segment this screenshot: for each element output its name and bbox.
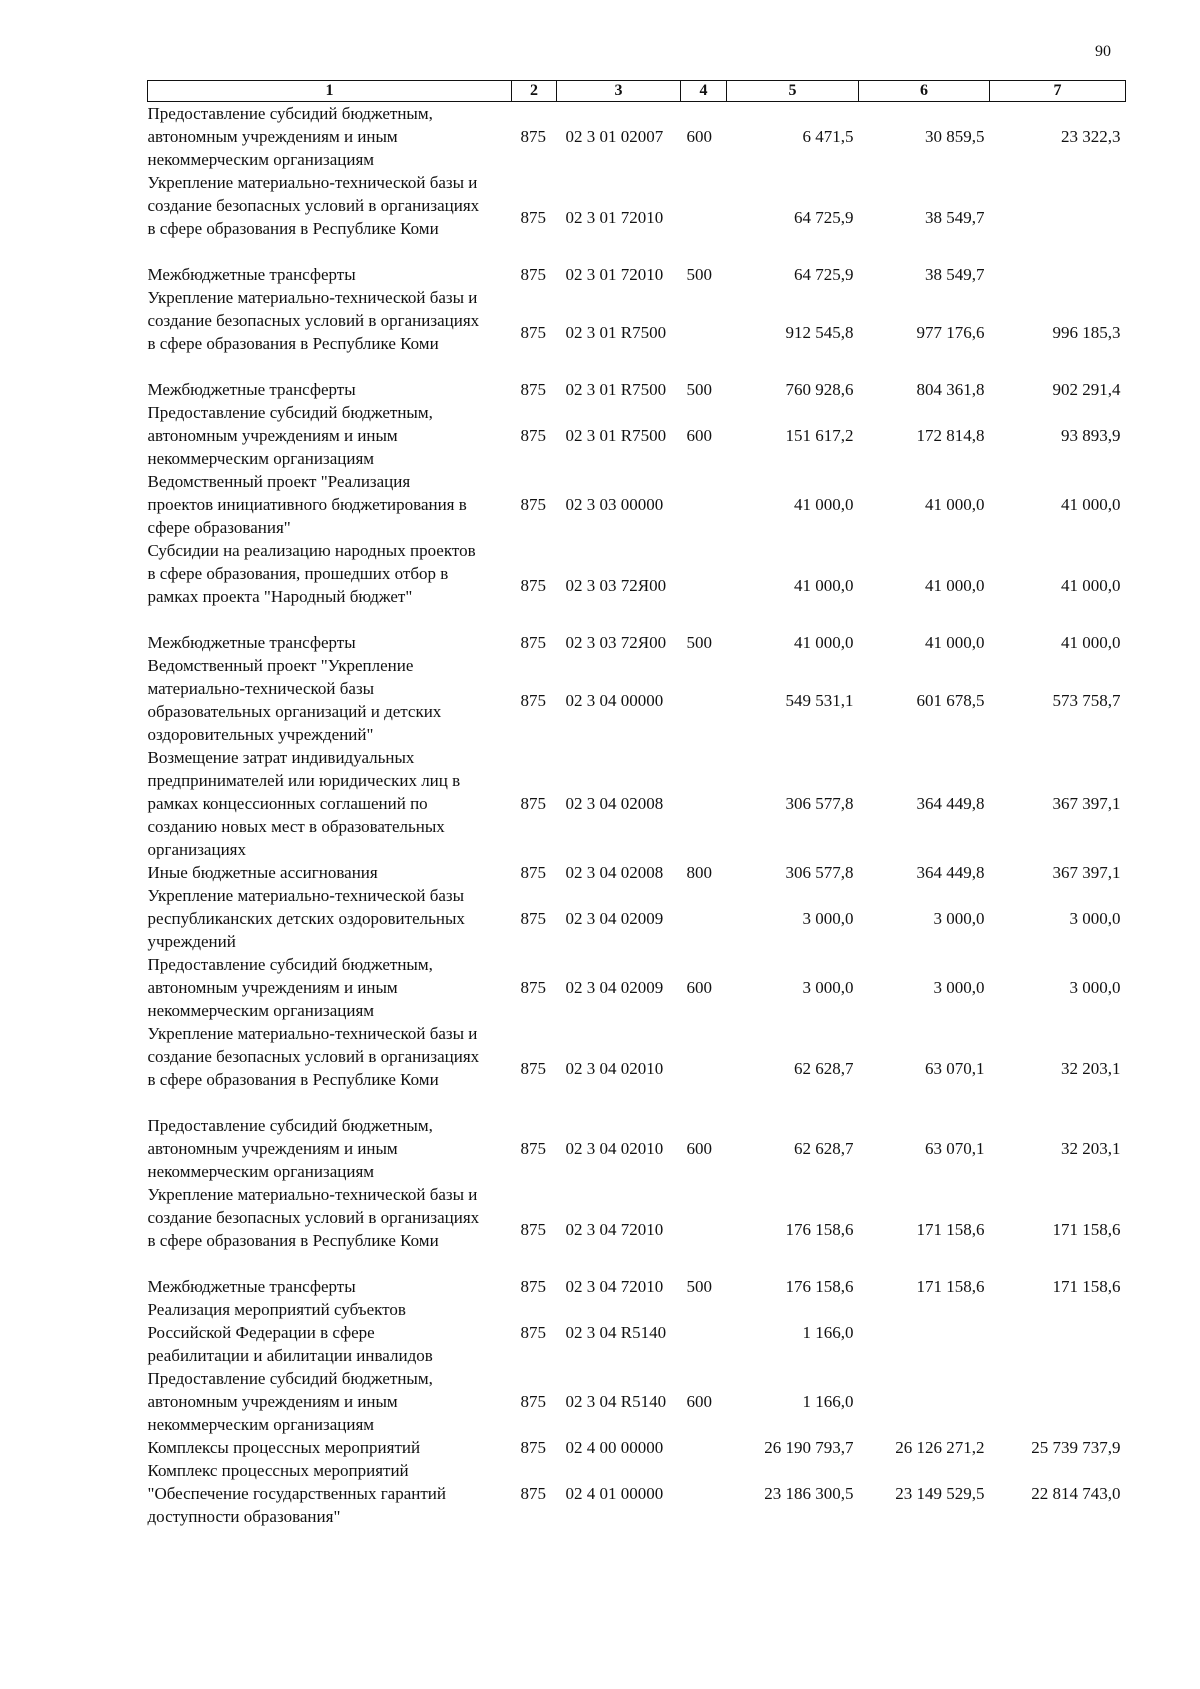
amount-col-7 — [990, 171, 1126, 263]
target-article-code: 02 3 04 02010 — [565, 1139, 664, 1158]
row-name-line: оздоровительных учреждений" — [147, 725, 374, 744]
expense-type-code — [681, 470, 727, 539]
admin-code: 875 — [520, 1277, 546, 1296]
admin-code: 875 — [520, 426, 546, 445]
admin-code: 875 — [520, 127, 546, 146]
expense-type-code — [681, 1022, 727, 1114]
amount-col-6: 41 000,0 — [925, 495, 985, 514]
amount-col-5: 1 166,0 — [802, 1323, 854, 1342]
row-name — [148, 378, 512, 401]
row-name-line: некоммерческим организациям — [147, 1415, 375, 1434]
row-name-line: проектов инициативного бюджетирования в — [147, 495, 467, 514]
amount-col-6: 38 549,7 — [925, 207, 985, 227]
row-name-line: в сфере образования в Республике Коми — [147, 1231, 439, 1250]
amount-col-5: 64 725,9 — [794, 265, 854, 284]
row-name-line: автономным учреждениям и иным — [147, 978, 398, 997]
expense-type-code: 600 — [686, 1139, 712, 1158]
target-article-code: 02 3 04 02008 — [565, 794, 664, 813]
header-col-2: 2 — [512, 81, 557, 102]
table-row — [148, 401, 1126, 470]
table-row — [148, 470, 1126, 539]
table-row — [148, 171, 1126, 263]
target-article-code: 02 3 01 72010 — [565, 207, 664, 227]
row-name-line: республиканских детских оздоровительных — [147, 909, 465, 928]
amount-col-7: 32 203,1 — [1061, 1139, 1121, 1158]
expense-type-code: 500 — [686, 380, 712, 399]
table-row — [148, 1114, 1126, 1183]
header-col-7: 7 — [990, 81, 1126, 102]
amount-col-6: 23 149 529,5 — [895, 1484, 985, 1503]
row-name-line: в сфере образования в Республике Коми — [147, 334, 439, 353]
table-row — [148, 884, 1126, 953]
row-name-line: некоммерческим организациям — [147, 1001, 375, 1020]
amount-col-6: 63 070,1 — [925, 1139, 985, 1158]
row-name — [148, 470, 512, 539]
amount-col-5: 151 617,2 — [785, 426, 854, 445]
amount-col-5: 306 577,8 — [785, 794, 854, 813]
admin-code: 875 — [520, 1484, 546, 1503]
row-name-line: некоммерческим организациям — [147, 449, 375, 468]
row-name-line: Субсидии на реализацию народных проектов — [147, 541, 476, 560]
table-row — [148, 654, 1126, 746]
row-name — [148, 861, 512, 884]
target-article-code: 02 3 04 72010 — [565, 1277, 664, 1296]
row-name-line: Предоставление субсидий бюджетным, — [147, 955, 433, 974]
amount-col-6: 804 361,8 — [916, 380, 985, 399]
admin-code: 875 — [520, 495, 546, 514]
amount-col-7: 171 158,6 — [1052, 1219, 1121, 1239]
row-name — [148, 401, 512, 470]
target-article-code: 02 3 03 72Я00 — [565, 575, 667, 595]
row-name-line: реабилитации и абилитации инвалидов — [147, 1346, 433, 1365]
target-article-code: 02 3 04 02008 — [565, 863, 664, 882]
row-name — [148, 1275, 512, 1298]
amount-col-5: 176 158,6 — [785, 1219, 854, 1239]
amount-col-7: 996 185,3 — [1052, 322, 1121, 342]
row-name — [148, 1022, 512, 1114]
target-article-code: 02 4 01 00000 — [565, 1484, 664, 1503]
amount-col-6: 172 814,8 — [916, 426, 985, 445]
amount-col-5: 41 000,0 — [794, 633, 854, 652]
amount-col-7: 367 397,1 — [1052, 794, 1121, 813]
expense-type-code: 800 — [686, 863, 712, 882]
expense-type-code: 600 — [686, 978, 712, 997]
table-row — [148, 378, 1126, 401]
amount-col-6: 977 176,6 — [916, 322, 985, 342]
row-name-line: некоммерческим организациям — [147, 150, 375, 169]
target-article-code: 02 3 04 02010 — [565, 1058, 664, 1078]
row-name-line: созданию новых мест в образовательных — [147, 817, 445, 836]
admin-code: 875 — [520, 1219, 546, 1239]
row-name-line: создание безопасных условий в организациях — [147, 1208, 480, 1227]
expense-type-code — [681, 1183, 727, 1275]
row-name — [148, 539, 512, 631]
row-name — [148, 1436, 512, 1459]
expense-type-code — [681, 1459, 727, 1528]
expense-type-code — [681, 1298, 727, 1367]
amount-col-5: 62 628,7 — [794, 1139, 854, 1158]
target-article-code: 02 3 04 R5140 — [565, 1323, 667, 1342]
amount-col-5: 3 000,0 — [802, 978, 854, 997]
row-name — [148, 654, 512, 746]
admin-code: 875 — [520, 690, 546, 710]
row-name-line: Реализация мероприятий субъектов — [147, 1300, 406, 1319]
table-row — [148, 286, 1126, 378]
row-name-line: Комплекс процессных мероприятий — [147, 1461, 409, 1480]
target-article-code: 02 3 03 72Я00 — [565, 633, 667, 652]
expense-type-code — [681, 539, 727, 631]
table-header — [148, 81, 1126, 102]
admin-code: 875 — [520, 380, 546, 399]
row-name-line: организациях — [147, 840, 246, 859]
amount-col-5: 62 628,7 — [794, 1058, 854, 1078]
row-name — [148, 1183, 512, 1275]
amount-col-6: 601 678,5 — [916, 690, 985, 710]
admin-code: 875 — [520, 633, 546, 652]
row-name-line: учреждений — [147, 932, 236, 951]
admin-code: 875 — [520, 1392, 546, 1411]
amount-col-7: 902 291,4 — [1052, 380, 1121, 399]
row-name-line: Межбюджетные трансферты — [147, 633, 356, 652]
target-article-code: 02 3 03 00000 — [565, 495, 664, 514]
table-row — [148, 1275, 1126, 1298]
target-article-code: 02 4 00 00000 — [565, 1438, 664, 1457]
target-article-code: 02 3 04 00000 — [565, 690, 664, 710]
amount-col-5: 41 000,0 — [794, 495, 854, 514]
amount-col-5: 912 545,8 — [785, 322, 854, 342]
row-name-line: создание безопасных условий в организациях — [147, 196, 480, 215]
amount-col-7: 41 000,0 — [1061, 633, 1121, 652]
amount-col-5: 6 471,5 — [802, 127, 854, 146]
amount-col-6: 41 000,0 — [925, 575, 985, 595]
row-name — [148, 102, 512, 172]
amount-col-6: 30 859,5 — [925, 127, 985, 146]
amount-col-7: 93 893,9 — [1061, 426, 1121, 445]
row-name-line: Укрепление материально-технической базы и — [147, 1185, 478, 1204]
admin-code: 875 — [520, 1438, 546, 1457]
admin-code: 875 — [520, 794, 546, 813]
row-name — [148, 1114, 512, 1183]
amount-col-5: 3 000,0 — [802, 909, 854, 928]
target-article-code: 02 3 04 R5140 — [565, 1392, 667, 1411]
expense-type-code: 500 — [686, 265, 712, 284]
row-name-line: Укрепление материально-технической базы и — [147, 173, 478, 192]
row-name-line: Предоставление субсидий бюджетным, — [147, 1369, 433, 1388]
row-name — [148, 171, 512, 263]
header-col-3: 3 — [557, 81, 681, 102]
amount-col-6: 171 158,6 — [916, 1277, 985, 1296]
page-number: 90 — [1095, 43, 1111, 60]
amount-col-5: 176 158,6 — [785, 1277, 854, 1296]
expense-type-code — [681, 1436, 727, 1459]
table-row — [148, 1436, 1126, 1459]
amount-col-5: 1 166,0 — [802, 1392, 854, 1411]
table-row — [148, 953, 1126, 1022]
target-article-code: 02 3 04 02009 — [565, 909, 664, 928]
row-name-line: в сфере образования в Республике Коми — [147, 219, 439, 238]
table-row — [148, 539, 1126, 631]
row-name — [148, 1459, 512, 1528]
amount-col-6: 364 449,8 — [916, 794, 985, 813]
amount-col-7: 23 322,3 — [1061, 127, 1121, 146]
table-row — [148, 1183, 1126, 1275]
target-article-code: 02 3 01 R7500 — [565, 426, 667, 445]
table-row — [148, 1022, 1126, 1114]
row-name-line: Укрепление материально-технической базы и — [147, 288, 478, 307]
admin-code: 875 — [520, 1323, 546, 1342]
amount-col-7 — [990, 263, 1126, 286]
amount-col-7: 573 758,7 — [1052, 690, 1121, 710]
expense-type-code — [681, 746, 727, 861]
table-row — [148, 1459, 1126, 1528]
row-name-line: Межбюджетные трансферты — [147, 1277, 356, 1296]
amount-col-6: 171 158,6 — [916, 1219, 985, 1239]
row-name-line: в сфере образования, прошедших отбор в — [147, 564, 449, 583]
row-name-line: Ведомственный проект "Реализация — [147, 472, 411, 491]
row-name — [148, 1367, 512, 1436]
amount-col-5: 760 928,6 — [785, 380, 854, 399]
amount-col-7: 25 739 737,9 — [1031, 1438, 1121, 1457]
row-name-line: Возмещение затрат индивидуальных — [147, 748, 415, 767]
row-name-line: материально-технической базы — [147, 679, 375, 698]
row-name — [148, 286, 512, 378]
amount-col-6: 364 449,8 — [916, 863, 985, 882]
row-name-line: Российской Федерации в сфере — [147, 1323, 375, 1342]
admin-code: 875 — [520, 575, 546, 595]
row-name — [148, 263, 512, 286]
header-col-5: 5 — [727, 81, 859, 102]
amount-col-5: 64 725,9 — [794, 207, 854, 227]
admin-code: 875 — [520, 1058, 546, 1078]
table-row — [148, 1367, 1126, 1436]
target-article-code: 02 3 04 02009 — [565, 978, 664, 997]
target-article-code: 02 3 01 72010 — [565, 265, 664, 284]
amount-col-7: 367 397,1 — [1052, 863, 1121, 882]
expense-type-code: 500 — [686, 1277, 712, 1296]
target-article-code: 02 3 04 72010 — [565, 1219, 664, 1239]
table-body — [148, 102, 1126, 1529]
header-col-4: 4 — [681, 81, 727, 102]
row-name-line: Предоставление субсидий бюджетным, — [147, 104, 433, 123]
table-row — [148, 861, 1126, 884]
table-row — [148, 102, 1126, 172]
admin-code: 875 — [520, 207, 546, 227]
row-name — [148, 1298, 512, 1367]
row-name-line: "Обеспечение государственных гарантий — [147, 1484, 446, 1503]
admin-code: 875 — [520, 1139, 546, 1158]
table-row — [148, 263, 1126, 286]
row-name-line: автономным учреждениям и иным — [147, 127, 398, 146]
row-name-line: Ведомственный проект "Укрепление — [147, 656, 414, 675]
budget-table — [147, 80, 1126, 1528]
expense-type-code: 600 — [686, 1392, 712, 1411]
amount-col-5: 549 531,1 — [785, 690, 854, 710]
expense-type-code: 500 — [686, 633, 712, 652]
table-row — [148, 1298, 1126, 1367]
expense-type-code — [681, 171, 727, 263]
amount-col-7: 22 814 743,0 — [1031, 1484, 1121, 1503]
row-name-line: Комплексы процессных мероприятий — [147, 1438, 421, 1457]
row-name — [148, 884, 512, 953]
amount-col-5: 26 190 793,7 — [764, 1438, 854, 1457]
admin-code: 875 — [520, 265, 546, 284]
amount-col-7: 32 203,1 — [1061, 1058, 1121, 1078]
amount-col-7: 171 158,6 — [1052, 1277, 1121, 1296]
admin-code: 875 — [520, 978, 546, 997]
row-name-line: предпринимателей или юридических лиц в — [147, 771, 461, 790]
row-name-line: в сфере образования в Республике Коми — [147, 1070, 439, 1089]
amount-col-6 — [859, 1367, 990, 1436]
amount-col-7: 41 000,0 — [1061, 495, 1121, 514]
target-article-code: 02 3 01 02007 — [565, 127, 664, 146]
row-name — [148, 746, 512, 861]
expense-type-code — [681, 286, 727, 378]
header-row — [148, 81, 1126, 102]
row-name-line: автономным учреждениям и иным — [147, 1139, 398, 1158]
row-name-line: создание безопасных условий в организациях — [147, 1047, 480, 1066]
expense-type-code: 600 — [686, 426, 712, 445]
row-name-line: Иные бюджетные ассигнования — [147, 863, 378, 882]
row-name-line: автономным учреждениям и иным — [147, 1392, 398, 1411]
admin-code: 875 — [520, 863, 546, 882]
target-article-code: 02 3 01 R7500 — [565, 322, 667, 342]
row-name — [148, 631, 512, 654]
amount-col-6: 38 549,7 — [925, 265, 985, 284]
row-name-line: автономным учреждениям и иным — [147, 426, 398, 445]
row-name-line: Предоставление субсидий бюджетным, — [147, 403, 433, 422]
amount-col-7: 41 000,0 — [1061, 575, 1121, 595]
amount-col-6: 63 070,1 — [925, 1058, 985, 1078]
amount-col-5: 23 186 300,5 — [764, 1484, 854, 1503]
row-name-line: создание безопасных условий в организациях — [147, 311, 480, 330]
amount-col-6: 3 000,0 — [933, 909, 985, 928]
row-name-line: доступности образования" — [147, 1507, 341, 1526]
row-name-line: рамках концессионных соглашений по — [147, 794, 428, 813]
expense-type-code: 600 — [686, 127, 712, 146]
amount-col-7: 3 000,0 — [1069, 909, 1121, 928]
amount-col-6: 41 000,0 — [925, 633, 985, 652]
amount-col-7 — [990, 1298, 1126, 1367]
row-name-line: сфере образования" — [147, 518, 291, 537]
row-name — [148, 953, 512, 1022]
amount-col-6: 3 000,0 — [933, 978, 985, 997]
table-row — [148, 631, 1126, 654]
amount-col-5: 306 577,8 — [785, 863, 854, 882]
header-col-1: 1 — [148, 81, 512, 102]
amount-col-6 — [859, 1298, 990, 1367]
row-name-line: образовательных организаций и детских — [147, 702, 442, 721]
row-name-line: Укрепление материально-технической базы — [147, 886, 465, 905]
row-name-line: Укрепление материально-технической базы и — [147, 1024, 478, 1043]
amount-col-7: 3 000,0 — [1069, 978, 1121, 997]
target-article-code: 02 3 01 R7500 — [565, 380, 667, 399]
row-name-line: Межбюджетные трансферты — [147, 265, 356, 284]
row-name-line: некоммерческим организациям — [147, 1162, 375, 1181]
admin-code: 875 — [520, 909, 546, 928]
header-col-6: 6 — [859, 81, 990, 102]
expense-type-code — [681, 654, 727, 746]
expense-type-code — [681, 884, 727, 953]
row-name-line: Межбюджетные трансферты — [147, 380, 356, 399]
amount-col-5: 41 000,0 — [794, 575, 854, 595]
admin-code: 875 — [520, 322, 546, 342]
row-name-line: рамках проекта "Народный бюджет" — [147, 587, 413, 606]
table-row — [148, 746, 1126, 861]
amount-col-7 — [990, 1367, 1126, 1436]
amount-col-6: 26 126 271,2 — [895, 1438, 985, 1457]
row-name-line: Предоставление субсидий бюджетным, — [147, 1116, 433, 1135]
